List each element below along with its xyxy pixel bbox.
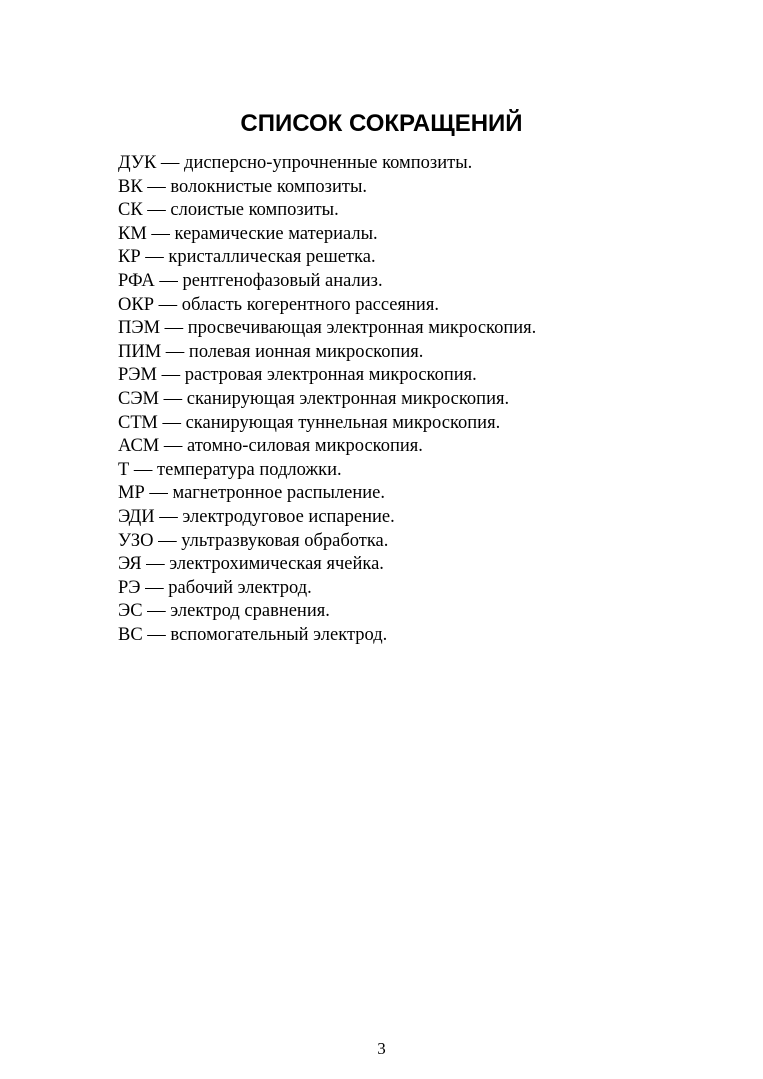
abbreviation-item: МР — магнетронное распыление. xyxy=(118,483,385,504)
abbreviation-item: РЭ — рабочий электрод. xyxy=(118,577,312,598)
abbreviation-item: Т — температура подложки. xyxy=(118,459,342,480)
abbreviation-item: ВК — волокнистые композиты. xyxy=(118,176,368,197)
abbreviation-item: ЭЯ — электрохимическая ячейка. xyxy=(118,554,384,575)
abbreviation-item: СТМ — сканирующая туннельная микроскопия. xyxy=(118,412,501,433)
abbreviation-item: РФА — рентгенофазовый анализ. xyxy=(118,270,383,291)
abbreviation-item: КР — кристаллическая решетка. xyxy=(118,247,376,268)
abbreviation-item: ПЭМ — просвечивающая электронная микроскопия. xyxy=(118,318,537,339)
page-number: 3 xyxy=(377,1039,386,1058)
abbreviation-item: ОКР — область когерентного рассеяния. xyxy=(118,294,439,315)
abbreviation-item: СЭМ — сканирующая электронная микроскопия. xyxy=(118,388,510,409)
abbreviation-item: ЭС — электрод сравнения. xyxy=(118,601,330,622)
abbreviation-item: СК — слоистые композиты. xyxy=(118,200,339,221)
abbreviation-item: УЗО — ультразвуковая обработка. xyxy=(118,530,389,551)
abbreviation-item: ПИМ — полевая ионная микроскопия. xyxy=(118,341,424,362)
abbreviation-list xyxy=(118,152,536,647)
abbreviation-item: РЭМ — растровая электронная микроскопия. xyxy=(118,365,477,386)
abbreviation-item: ДУК — дисперсно-упрочненные композиты. xyxy=(118,153,473,173)
abbreviation-item: ВС — вспомогательный электрод. xyxy=(118,624,388,645)
abbreviation-item: АСМ — атомно-силовая микроскопия. xyxy=(118,436,423,457)
abbreviation-item: КМ — керамические материалы. xyxy=(118,223,378,244)
page-title: СПИСОК СОКРАЩЕНИЙ xyxy=(240,110,523,137)
abbreviation-item: ЭДИ — электродуговое испарение. xyxy=(118,506,395,527)
